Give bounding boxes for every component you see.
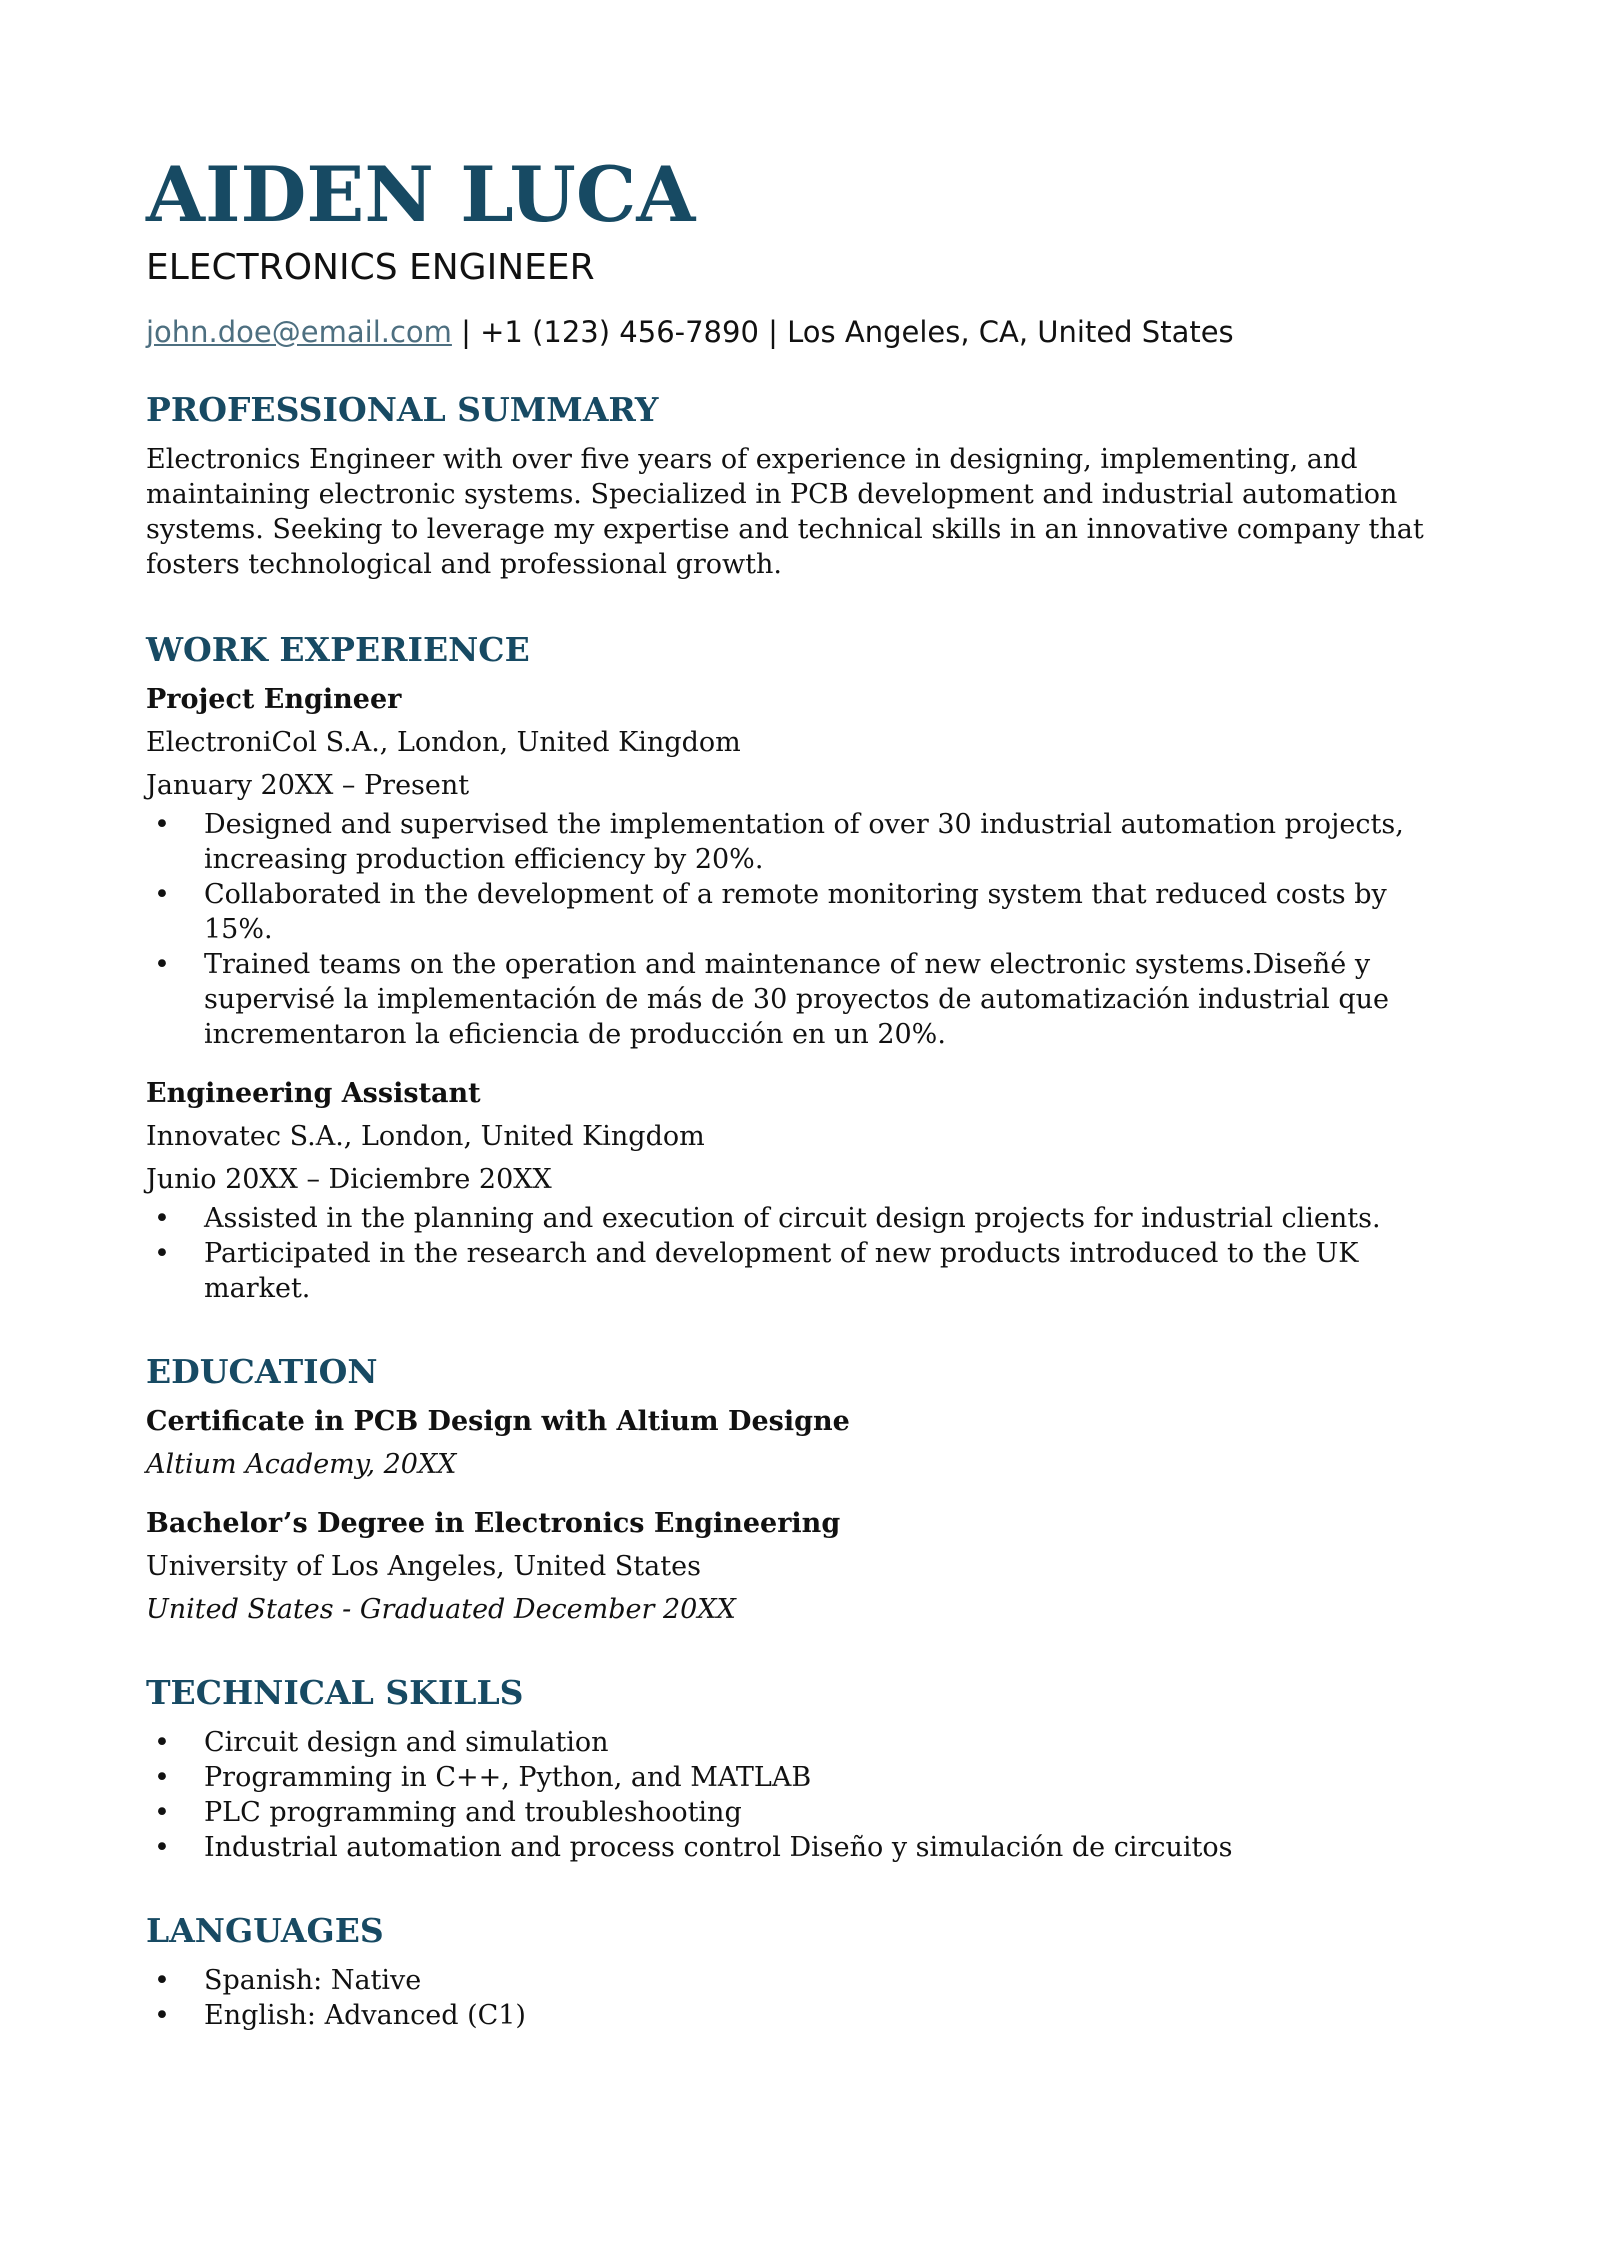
education-degree: Bachelor’s Degree in Electronics Engineering <box>146 1508 841 1539</box>
candidate-name: AIDEN LUCA <box>146 150 696 239</box>
bullet-icon: • <box>154 949 170 980</box>
list-item <box>146 807 1456 877</box>
bullet-icon: • <box>154 1238 170 1269</box>
job-dates: Junio 20XX – Diciembre 20XX <box>146 1164 552 1195</box>
list-item <box>146 1998 1456 2033</box>
bullet-icon: • <box>154 879 170 910</box>
bullet-text: Participated in the research and development of new products introduced to the UK market. <box>204 1238 1359 1304</box>
separator: | <box>451 315 481 349</box>
skill-text: PLC programming and troubleshooting <box>204 1797 742 1828</box>
skill-text: Industrial automation and process control Diseño y simulación de circuitos <box>204 1832 1233 1863</box>
education-entry <box>146 1506 1456 1627</box>
contact-line <box>146 312 1456 352</box>
education-school: University of Los Angeles, United States <box>146 1551 701 1582</box>
list-item <box>146 1830 1456 1865</box>
bullet-icon: • <box>154 809 170 840</box>
list-item <box>146 1201 1456 1236</box>
list-item <box>146 1725 1456 1760</box>
bullet-text: Collaborated in the development of a remote monitoring system that reduced costs by 15%. <box>204 879 1387 945</box>
education-detail: United States - Graduated December 20XX <box>146 1594 736 1625</box>
languages-list <box>146 1963 1456 2033</box>
skill-text: Programming in C++, Python, and MATLAB <box>204 1762 812 1793</box>
bullet-icon: • <box>154 1832 170 1863</box>
list-item <box>146 1963 1456 1998</box>
job-bullets <box>146 1201 1456 1306</box>
section-heading-languages: LANGUAGES <box>146 1911 384 1950</box>
phone-number: +1 (123) 456-7890 <box>480 315 759 349</box>
list-item <box>146 1795 1456 1830</box>
job-entry <box>146 682 1456 1052</box>
job-company: Innovatec S.A., London, United Kingdom <box>146 1121 705 1152</box>
list-item <box>146 1236 1456 1306</box>
job-dates: January 20XX – Present <box>146 770 470 801</box>
bullet-icon: • <box>154 1203 170 1234</box>
section-heading-work: WORK EXPERIENCE <box>146 630 530 669</box>
list-item <box>146 947 1456 1052</box>
education-detail: Altium Academy, 20XX <box>146 1449 457 1480</box>
job-entry <box>146 1076 1456 1306</box>
job-bullets <box>146 807 1456 1052</box>
bullet-icon: • <box>154 1965 170 1996</box>
education-degree: Certificate in PCB Design with Altium Designe <box>146 1406 850 1437</box>
bullet-icon: • <box>154 1797 170 1828</box>
separator: | <box>758 315 788 349</box>
language-text: Spanish: Native <box>204 1965 422 1996</box>
bullet-icon: • <box>154 2000 170 2031</box>
bullet-icon: • <box>154 1762 170 1793</box>
job-company: ElectroniCol S.A., London, United Kingdom <box>146 727 741 758</box>
job-role: Project Engineer <box>146 684 402 715</box>
education-entry <box>146 1404 1456 1482</box>
list-item <box>146 877 1456 947</box>
job-title: ELECTRONICS ENGINEER <box>146 247 595 288</box>
bullet-text: Assisted in the planning and execution of circuit design projects for industrial clients. <box>204 1203 1381 1234</box>
location: Los Angeles, CA, United States <box>787 315 1234 349</box>
bullet-text: Trained teams on the operation and maintenance of new electronic systems.Diseñé y supervisé la implementación de más de 30 proyectos de automatización industrial que incrementaron la eficiencia de producción en un 20%. <box>204 949 1390 1050</box>
skill-text: Circuit design and simulation <box>204 1727 609 1758</box>
bullet-icon: • <box>154 1727 170 1758</box>
job-role: Engineering Assistant <box>146 1078 481 1109</box>
section-heading-summary: PROFESSIONAL SUMMARY <box>146 390 659 429</box>
language-text: English: Advanced (C1) <box>204 2000 526 2031</box>
summary-text: Electronics Engineer with over five years of experience in designing, implementing, and maintaining electronic systems. Specialized in PCB development and industrial automation systems. Seeking to leverage my expertise and technical skills in an innovative company that fosters technological and professional growth. <box>146 444 1424 580</box>
email-link[interactable]: john.doe@email.com <box>146 315 452 349</box>
skills-list <box>146 1725 1456 1865</box>
resume-page <box>146 150 1456 2033</box>
section-heading-education: EDUCATION <box>146 1352 378 1391</box>
bullet-text: Designed and supervised the implementation of over 30 industrial automation projects, increasing production efficiency by 20%. <box>204 809 1404 875</box>
section-heading-skills: TECHNICAL SKILLS <box>146 1673 524 1712</box>
list-item <box>146 1760 1456 1795</box>
